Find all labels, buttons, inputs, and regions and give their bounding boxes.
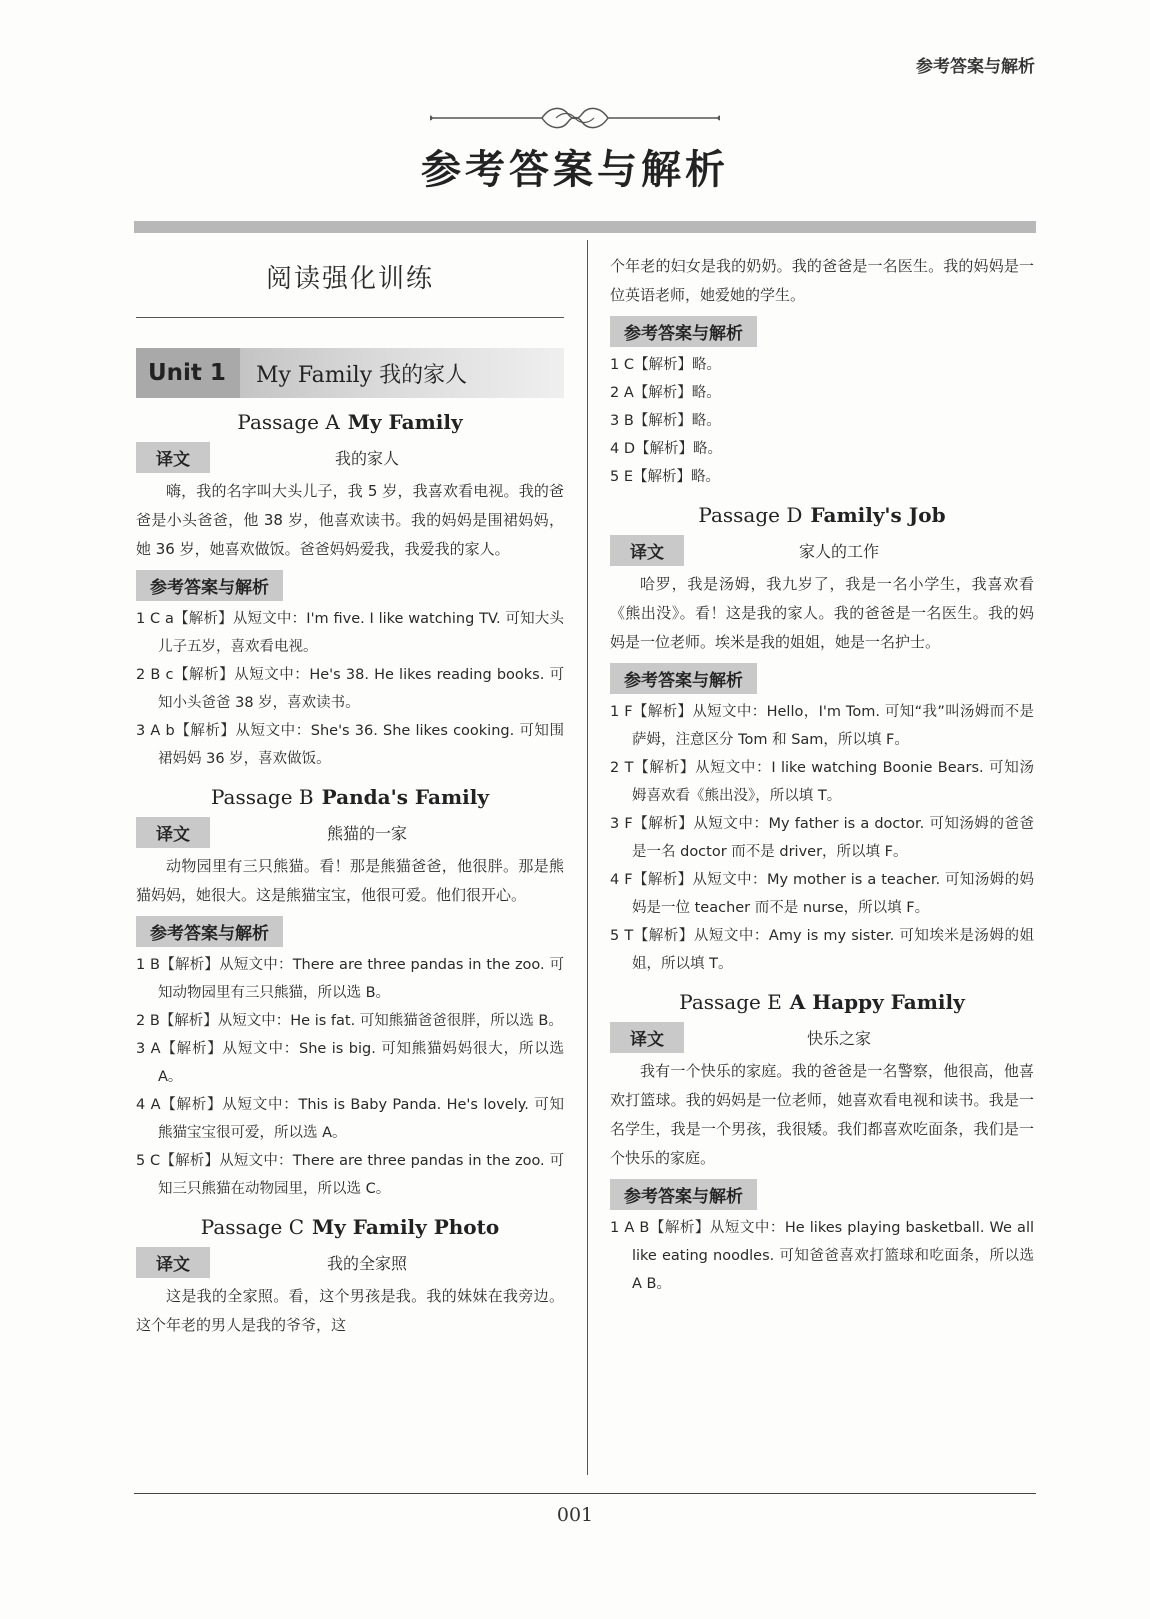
answer-item: 3 F【解析】从短文中：My father is a doctor. 可知汤姆的爸爸是一名 doctor 而不是 driver，所以填 F。 [610,816,1034,860]
answer-item: 2 T【解析】从短文中：I like watching Boonie Bears. 可知汤姆喜欢看《熊出没》，所以填 T。 [610,760,1034,804]
translation-tag: 译文 [610,535,684,566]
answer-item: 2 B c【解析】从短文中：He's 38. He likes reading books. 可知小头爸爸 38 岁，喜欢读书。 [136,667,564,711]
answer-item: 5 T【解析】从短文中：Amy is my sister. 可知埃米是汤姆的姐姐，所以填 T。 [610,928,1034,972]
passage-a-title [136,410,564,434]
passage-b-trans-head [136,817,564,848]
answer-item: 3 A b【解析】从短文中：She's 36. She likes cooking. 可知围裙妈妈 36 岁，喜欢做饭。 [136,723,564,767]
answer-item: 3 B【解析】略。 [610,413,721,429]
passage-a-translation: 嗨，我的名字叫大头儿子，我 5 岁，我喜欢看电视。我的爸爸是小头爸爸，他 38 岁，他喜欢读书。我的妈妈是围裙妈妈，她 36 岁，她喜欢做饭。爸爸妈妈爱我，我爱我的家人。 [136,482,564,558]
answer-item: 1 C a【解析】从短文中：I'm five. I like watching TV. 可知大头儿子五岁，喜欢看电视。 [136,611,564,655]
passage-a-prefix: Passage A [237,410,340,434]
passage-c-answers [610,351,1034,491]
passage-c-translation: 这是我的全家照。看，这个男孩是我。我的妹妹在我旁边。这个年老的男人是我的爷爷，这 [136,1287,564,1334]
passage-e-title [610,990,1034,1014]
passage-d-prefix: Passage D [698,503,803,527]
translation-title: 我的家人 [334,449,399,468]
page-number: 001 [556,1504,594,1526]
passage-c-name: My Family Photo [312,1215,500,1239]
answer-tag: 参考答案与解析 [610,1179,757,1210]
passage-d-ans-head [610,663,1034,694]
unit-banner [136,348,564,398]
answer-item: 2 B【解析】从短文中：He is fat. 可知熊猫爸爸很胖，所以选 B。 [136,1013,563,1029]
answer-tag: 参考答案与解析 [610,316,757,347]
answer-item: 1 F【解析】从短文中：Hello，I'm Tom. 可知“我”叫汤姆而不是萨姆，注意区分 Tom 和 Sam，所以填 F。 [610,704,1034,748]
answer-item: 2 A【解析】略。 [610,385,721,401]
passage-e-translation: 我有一个快乐的家庭。我的爸爸是一名警察，他很高，他喜欢打篮球。我的妈妈是一位老师，她喜欢看电视和读书。我是一名学生，我是一个男孩，我很矮。我们都喜欢吃面条，我们是一个快乐的家庭。 [610,1062,1034,1167]
passage-d-answers [610,698,1034,978]
passage-c-translation-cont: 个年老的妇女是我的奶奶。我的爸爸是一名医生。我的妈妈是一位英语老师，她爱她的学生。 [610,257,1034,304]
passage-e-prefix: Passage E [679,990,782,1014]
unit-title: My Family 我的家人 [255,362,468,388]
answer-item: 5 C【解析】从短文中：There are three pandas in the zoo. 可知三只熊猫在动物园里，所以选 C。 [136,1153,564,1197]
passage-e-ans-head [610,1179,1034,1210]
passage-a-ans-head [136,570,564,601]
passage-a-trans-head [136,442,564,473]
answer-item: 4 D【解析】略。 [610,441,722,457]
passage-d-translation: 哈罗，我是汤姆，我九岁了，我是一名小学生，我喜欢看《熊出没》。看！这是我的家人。我的爸爸是一名医生。我的妈妈是一位老师。埃米是我的姐姐，她是一名护士。 [610,575,1034,651]
answer-tag: 参考答案与解析 [610,663,757,694]
passage-d-title [610,503,1034,527]
passage-e-answers [610,1214,1034,1298]
title-bar [134,221,1036,233]
passage-a-answers [136,605,564,773]
translation-title: 快乐之家 [806,1029,871,1048]
column-divider [587,240,588,1475]
answer-item: 3 A【解析】从短文中：She is big. 可知熊猫妈妈很大，所以选 A。 [136,1041,564,1085]
unit-label: Unit 1 [136,348,240,398]
passage-c-prefix: Passage C [200,1215,304,1239]
running-header: 参考答案与解析 [916,57,1035,77]
translation-tag: 译文 [136,1247,210,1278]
main-title: 参考答案与解析 [421,147,729,193]
translation-tag: 译文 [136,817,210,848]
passage-d-trans-head [610,535,1034,566]
translation-title: 我的全家照 [326,1254,407,1273]
passage-b-title [136,785,564,809]
passage-e-trans-head [610,1022,1034,1053]
left-column [136,250,564,1346]
answer-item: 4 A【解析】从短文中：This is Baby Panda. He's lovely. 可知熊猫宝宝很可爱，所以选 A。 [136,1097,564,1141]
passage-c-ans-head [610,316,1034,347]
passage-d-name: Family's Job [810,503,946,527]
translation-title: 熊猫的一家 [326,824,407,843]
answer-item: 5 E【解析】略。 [610,469,720,485]
passage-b-name: Panda's Family [321,785,489,809]
passage-a-name: My Family [347,410,463,434]
answer-item: 1 C【解析】略。 [610,357,721,373]
right-column [610,250,1034,1306]
passage-c-title [136,1215,564,1239]
answer-tag: 参考答案与解析 [136,570,283,601]
footer-rule [134,1493,1036,1494]
passage-b-ans-head [136,916,564,947]
answer-item: 1 B【解析】从短文中：There are three pandas in the zoo. 可知动物园里有三只熊猫，所以选 B。 [136,957,564,1001]
passage-b-prefix: Passage B [211,785,314,809]
section-title: 阅读强化训练 [136,258,564,318]
answer-item: 4 F【解析】从短文中：My mother is a teacher. 可知汤姆的妈妈是一位 teacher 而不是 nurse，所以填 F。 [610,872,1034,916]
passage-c-trans-head [136,1247,564,1278]
translation-tag: 译文 [136,442,210,473]
title-ornament [430,100,720,136]
answer-item: 1 A B【解析】从短文中：He likes playing basketball. We all like eating noodles. 可知爸爸喜欢打篮球和吃面条，所以选 A B。 [610,1220,1034,1292]
translation-tag: 译文 [610,1022,684,1053]
translation-title: 家人的工作 [798,542,879,561]
passage-e-name: A Happy Family [789,990,965,1014]
answer-tag: 参考答案与解析 [136,916,283,947]
passage-b-answers [136,951,564,1203]
passage-b-translation: 动物园里有三只熊猫。看！那是熊猫爸爸，他很胖。那是熊猫妈妈，她很大。这是熊猫宝宝，他很可爱。他们很开心。 [136,857,564,904]
